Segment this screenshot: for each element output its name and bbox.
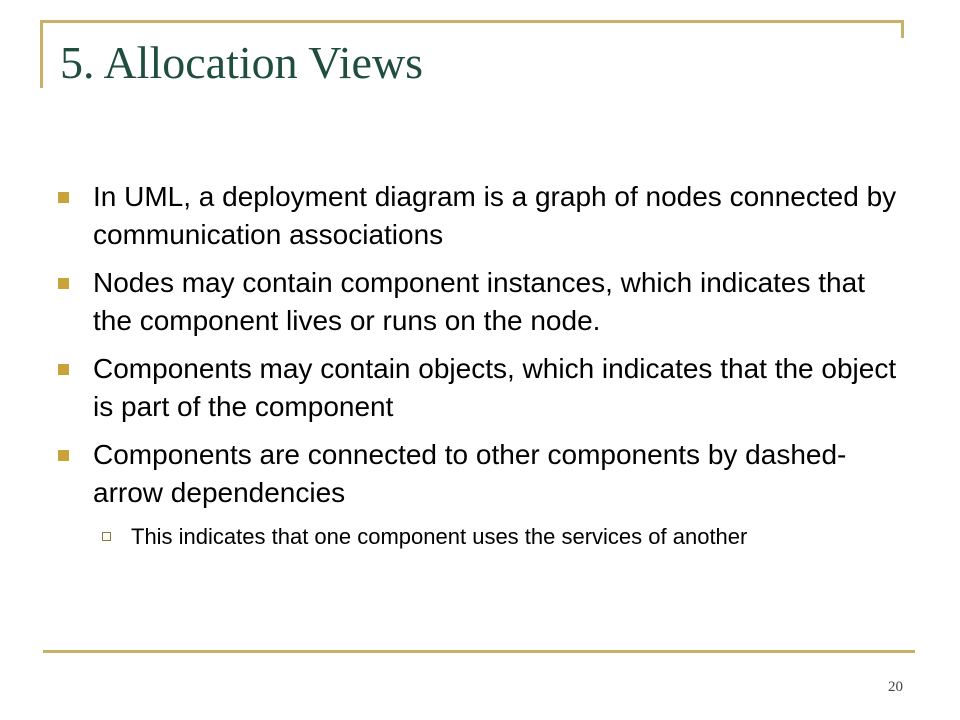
bullet-text: In UML, a deployment diagram is a graph of nodes connected by communication associations [93, 181, 897, 250]
page-number: 20 [888, 679, 903, 695]
bullet-item [57, 264, 907, 340]
bullet-text: Components are connected to other components by dashed-arrow dependencies [93, 439, 847, 508]
bullet-item [57, 350, 907, 426]
frame-bottom-line [43, 650, 915, 653]
square-bullet-icon [58, 364, 69, 375]
frame-right-line [901, 20, 904, 38]
square-bullet-icon [58, 192, 69, 203]
square-bullet-icon [58, 450, 69, 461]
bullet-item [57, 178, 907, 254]
bullet-list [57, 178, 907, 552]
slide-title: 5. Allocation Views [60, 37, 424, 88]
square-bullet-icon [58, 278, 69, 289]
sub-bullet-item [57, 522, 907, 552]
bullet-item [57, 436, 907, 512]
frame-top-line [40, 20, 904, 23]
hollow-square-bullet-icon [102, 532, 111, 541]
bullet-text: Components may contain objects, which indicates that the object is part of the component [93, 353, 897, 422]
sub-bullet-text: This indicates that one component uses the services of another [131, 524, 748, 549]
bullet-text: Nodes may contain component instances, which indicates that the component lives or runs on the node. [93, 267, 865, 336]
frame-left-line [40, 20, 43, 88]
